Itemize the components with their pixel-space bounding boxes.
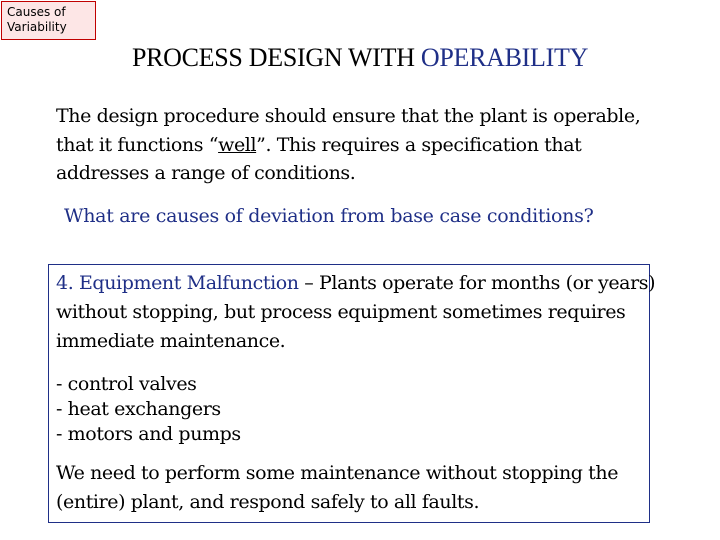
slide-title-prefix: PROCESS DESIGN WITH	[131, 43, 421, 72]
section-tag-line-1: Causes of	[7, 5, 66, 19]
box-heading-accent: 4. Equipment Malfunction	[56, 272, 299, 294]
section-tag	[1, 1, 96, 40]
section-tag-line-2: Variability	[7, 20, 67, 34]
equipment-list	[56, 372, 456, 447]
intro-text-after: ”. This requires a specification that addresses a range of conditions.	[56, 133, 582, 184]
list-item: - heat exchangers	[56, 398, 221, 420]
box-heading-text: – Plants operate for months (or years) without stopping, but process equipment sometimes requires immediate maintenance.	[56, 272, 656, 352]
intro-paragraph	[56, 102, 676, 188]
slide-title	[0, 42, 720, 74]
closing-paragraph: We need to perform some maintenance without stopping the (entire) plant, and respond safely to all faults.	[56, 462, 619, 513]
list-item: - motors and pumps	[56, 423, 241, 445]
slide-title-accent: OPERABILITY	[420, 43, 589, 72]
question-line: What are causes of deviation from base case conditions?	[64, 205, 594, 227]
intro-underlined-word: well	[218, 133, 257, 156]
box-heading	[56, 269, 656, 356]
list-item: - control valves	[56, 373, 197, 395]
intro-text-before: The design procedure should ensure that the plant is operable, that it functions “	[56, 105, 641, 156]
